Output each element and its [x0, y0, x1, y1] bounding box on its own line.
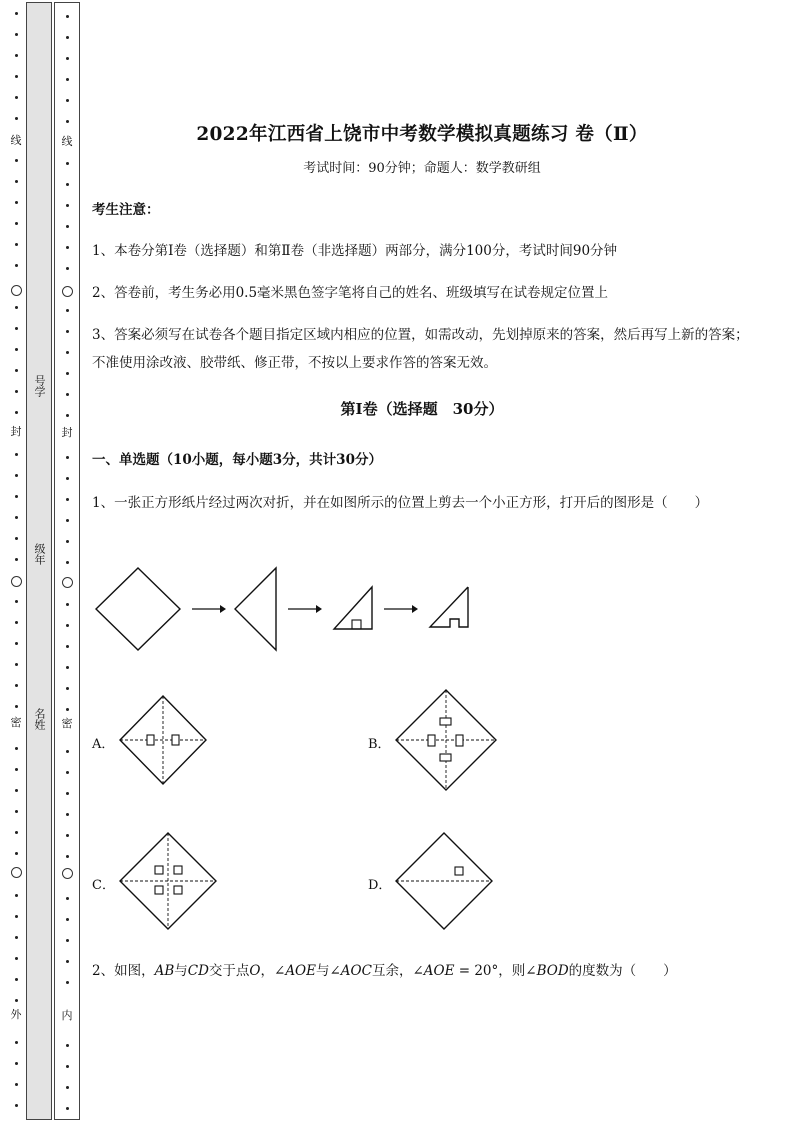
seal-dot	[15, 390, 18, 393]
notice-item-3: 3、答案必须写在试卷各个题目指定区域内相应的位置，如需改动，先划掉原来的答案，然后再写上新的答案；不准使用涂改液、胶带纸、修正带，不按以上要求作答的答案无效。	[92, 327, 749, 371]
seal-dot	[66, 855, 69, 858]
seal-dot	[66, 897, 69, 900]
seal-dot	[15, 537, 18, 540]
seal-dot	[66, 330, 69, 333]
seal-circle	[11, 576, 22, 587]
seal-circle	[62, 286, 73, 297]
grade-label	[27, 543, 51, 572]
seal-dot	[66, 162, 69, 165]
seal-dot	[15, 894, 18, 897]
seal-dot	[15, 54, 18, 57]
seal-dot	[15, 75, 18, 78]
binding-margin	[0, 0, 82, 1123]
q2-prefix: 2、如图，	[92, 963, 155, 979]
seal-dot	[66, 414, 69, 417]
outer-label-seal: 封	[10, 425, 22, 438]
cut-square-mark	[352, 620, 361, 629]
notice-item-1: 1、本卷分第Ⅰ卷（选择题）和第Ⅱ卷（非选择题）两部分，满分100分，考试时间90分钟	[92, 243, 618, 259]
outer-label-secret: 密	[10, 716, 22, 729]
choice-c-hole-tl	[155, 866, 163, 874]
seal-dot	[15, 789, 18, 792]
seal-dot	[15, 1062, 18, 1065]
seal-dot	[15, 243, 18, 246]
question-1-text: 1、一张正方形纸片经过两次对折，并在如图所示的位置上剪去一个小正方形，打开后的图形是（ ）	[92, 495, 709, 511]
seal-dot	[66, 246, 69, 249]
exam-title: 2022年江西省上饶市中考数学模拟真题练习 卷（Ⅱ）	[196, 124, 648, 145]
q2-t4: 与∠	[315, 963, 341, 979]
name-text: 名姓	[33, 708, 46, 730]
choice-a-hole-right	[172, 735, 179, 745]
seal-dot	[15, 642, 18, 645]
seal-dot	[15, 159, 18, 162]
q2-t6: = 20°，则∠	[454, 963, 537, 979]
seal-dot	[66, 624, 69, 627]
seal-dot	[66, 498, 69, 501]
choice-b-label[interactable]: B．	[368, 737, 391, 752]
q2-t7: 的度数为（ ）	[568, 963, 677, 979]
seal-dot	[15, 411, 18, 414]
q2-line-ab: AB	[154, 963, 175, 979]
seal-dot	[15, 621, 18, 624]
seal-dot	[66, 645, 69, 648]
question-2-text	[92, 957, 752, 985]
seal-dot	[15, 1041, 18, 1044]
seal-dot	[15, 978, 18, 981]
seal-dot	[15, 33, 18, 36]
seal-dot	[15, 474, 18, 477]
seal-dot	[66, 99, 69, 102]
seal-dot	[66, 939, 69, 942]
q2-t5: 互余，∠	[371, 963, 424, 979]
seal-dot	[66, 204, 69, 207]
seal-dot	[66, 1086, 69, 1089]
seal-dot	[66, 834, 69, 837]
seal-dot	[66, 1044, 69, 1047]
seal-dot	[15, 852, 18, 855]
seal-dot	[66, 372, 69, 375]
seal-dot	[15, 558, 18, 561]
seal-dot	[66, 225, 69, 228]
seal-dot	[15, 684, 18, 687]
seal-dot	[15, 999, 18, 1002]
fold-triangle-1	[235, 568, 276, 650]
seal-dot	[15, 369, 18, 372]
seal-dot	[66, 267, 69, 270]
choice-c-label[interactable]: C．	[92, 878, 115, 893]
arrow-1-head	[220, 605, 226, 613]
outer-seal-line	[8, 0, 24, 1123]
inner-label-inside: 内	[61, 1009, 73, 1022]
seal-dot	[66, 792, 69, 795]
seal-dot	[66, 666, 69, 669]
seal-dot	[15, 222, 18, 225]
seal-dot	[66, 771, 69, 774]
seal-dot	[15, 180, 18, 183]
q2-angle-aoe-2: AOE	[423, 963, 455, 979]
notice-item-2: 2、答卷前，考生务必用0.5毫米黑色签字笔将自己的姓名、班级填写在试卷规定位置上	[92, 285, 609, 301]
fold-triangle-cut	[430, 587, 468, 627]
choice-c-hole-tr	[174, 866, 182, 874]
seal-dot	[66, 960, 69, 963]
seal-dot	[15, 957, 18, 960]
inner-label-line: 线	[61, 135, 73, 148]
choice-b-hole-left	[428, 735, 435, 746]
fold-sequence-figure	[92, 565, 492, 655]
arrow-3-head	[412, 605, 418, 613]
seal-dot	[66, 351, 69, 354]
arrow-2-head	[316, 605, 322, 613]
seal-dot	[15, 264, 18, 267]
fold-triangle-2	[334, 587, 372, 629]
fold-square	[96, 568, 180, 650]
seal-dot	[66, 981, 69, 984]
seal-dot	[15, 705, 18, 708]
seal-dot	[15, 915, 18, 918]
student-info-band	[26, 2, 52, 1120]
seal-dot	[15, 1104, 18, 1107]
seal-dot	[15, 663, 18, 666]
seal-dot	[15, 201, 18, 204]
seal-dot	[15, 768, 18, 771]
outer-label-outside: 外	[10, 1008, 22, 1021]
choice-d-figure[interactable]	[394, 831, 496, 933]
seal-dot	[66, 309, 69, 312]
q2-angle-aoe: AOE	[285, 963, 316, 979]
q2-angle-aoc: AOC	[340, 963, 372, 979]
choice-b-figure[interactable]	[394, 688, 498, 792]
seal-dot	[66, 687, 69, 690]
choice-c-hole-br	[174, 886, 182, 894]
seal-dot	[66, 750, 69, 753]
choice-a-figure[interactable]	[118, 694, 210, 786]
choice-d-label[interactable]: D．	[368, 878, 392, 893]
notice-heading: 考生注意：	[92, 202, 160, 218]
seal-dot	[66, 813, 69, 816]
choice-a-hole-left	[147, 735, 154, 745]
q2-t2: 交于点	[208, 963, 250, 979]
inner-label-secret: 密	[61, 717, 73, 730]
seal-dot	[15, 117, 18, 120]
seal-dot	[15, 936, 18, 939]
seal-dot	[66, 36, 69, 39]
seal-dot	[15, 1083, 18, 1086]
seal-dot	[15, 831, 18, 834]
seal-dot	[15, 12, 18, 15]
seal-dot	[15, 306, 18, 309]
seal-dot	[66, 540, 69, 543]
seal-dot	[66, 918, 69, 921]
choice-b-hole-right	[456, 735, 463, 746]
seal-dot	[15, 96, 18, 99]
seal-dot	[15, 348, 18, 351]
choice-c-figure[interactable]	[118, 831, 220, 933]
seal-dot	[66, 477, 69, 480]
seal-dot	[66, 708, 69, 711]
seal-circle	[11, 285, 22, 296]
seal-dot	[66, 78, 69, 81]
choice-b-hole-bottom	[440, 754, 451, 761]
seal-dot	[15, 747, 18, 750]
choice-b-hole-top	[440, 718, 451, 725]
outer-label-line: 线	[10, 134, 22, 147]
section-title: 第Ⅰ卷（选择题 30分）	[340, 400, 504, 418]
grade-text: 级年	[33, 543, 46, 565]
seal-dot	[15, 327, 18, 330]
seal-dot	[66, 120, 69, 123]
name-label	[27, 708, 51, 737]
seal-dot	[15, 810, 18, 813]
seal-dot	[15, 495, 18, 498]
seal-circle	[62, 577, 73, 588]
seal-dot	[66, 1107, 69, 1110]
exam-subtitle: 考试时间：90分钟；命题人：数学教研组	[303, 161, 541, 176]
seal-dot	[15, 453, 18, 456]
q2-t3: ，∠	[260, 963, 286, 979]
seal-dot	[66, 456, 69, 459]
seal-dot	[66, 57, 69, 60]
seal-dot	[66, 603, 69, 606]
inner-seal-line	[54, 2, 80, 1120]
q2-point-o: O	[249, 963, 261, 979]
seal-dot	[15, 516, 18, 519]
choice-c-hole-bl	[155, 886, 163, 894]
seal-dot	[66, 183, 69, 186]
seal-dot	[15, 600, 18, 603]
seal-dot	[66, 1065, 69, 1068]
q2-angle-bod: BOD	[536, 963, 569, 979]
student-number-text: 号学	[33, 375, 46, 397]
seal-dot	[66, 561, 69, 564]
seal-circle	[62, 868, 73, 879]
choice-a-label[interactable]: A．	[92, 737, 115, 752]
choice-d-hole	[455, 867, 463, 875]
part-heading: 一、单选题（10小题，每小题3分，共计30分）	[92, 452, 382, 468]
seal-dot	[66, 519, 69, 522]
q2-t1: 与	[174, 963, 188, 979]
inner-label-seal: 封	[61, 426, 73, 439]
student-number-label	[27, 375, 51, 404]
seal-circle	[11, 867, 22, 878]
q2-line-cd: CD	[187, 963, 209, 979]
seal-dot	[66, 15, 69, 18]
seal-dot	[66, 393, 69, 396]
